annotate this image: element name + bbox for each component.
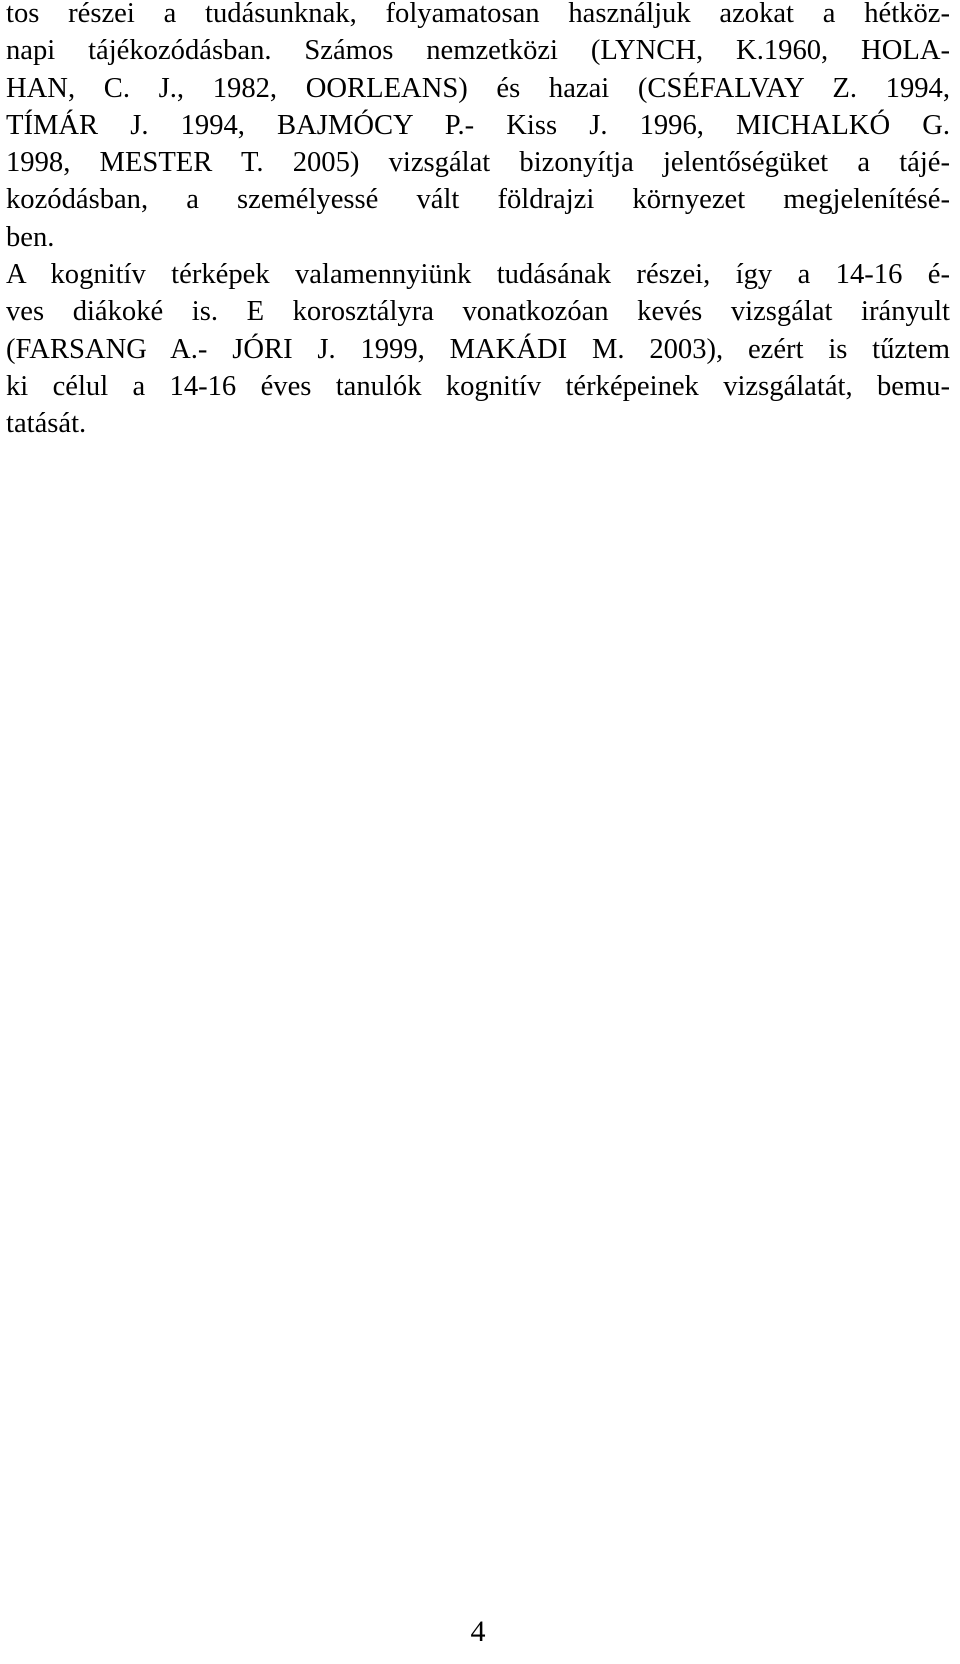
body-text [6,0,950,443]
text-line: HAN, C. J., 1982, OORLEANS) és hazai (CSÉFALVAY Z. 1994, [6,72,950,104]
text-line: napi tájékozódásban. Számos nemzetközi (LYNCH, K.1960, HOLA- [6,35,950,67]
text-line: TÍMÁR J. 1994, BAJMÓCY P.- Kiss J. 1996, MICHALKÓ G. [6,109,950,141]
text-line: ki célul a 14-16 éves tanulók kognitív térképeinek vizsgálatát, bemu- [6,370,950,402]
text-line: kozódásban, a személyessé vált földrajzi környezet megjelenítésé- [6,184,950,216]
text-line: tos részei a tudásunknak, folyamatosan használjuk azokat a hétköz- [6,0,950,29]
text-line: (FARSANG A.- JÓRI J. 1999, MAKÁDI M. 2003), ezért is tűztem [6,333,950,365]
text-line: tatását. [6,408,87,440]
text-line: ben. [6,221,55,253]
text-line: ves diákoké is. E korosztályra vonatkozóan kevés vizsgálat irányult [6,296,950,328]
page-number: 4 [470,1615,486,1648]
text-line: 1998, MESTER T. 2005) vizsgálat bizonyítja jelentőségüket a tájé- [6,147,950,179]
text-line: A kognitív térképek valamennyiünk tudásának részei, így a 14-16 é- [6,259,950,291]
